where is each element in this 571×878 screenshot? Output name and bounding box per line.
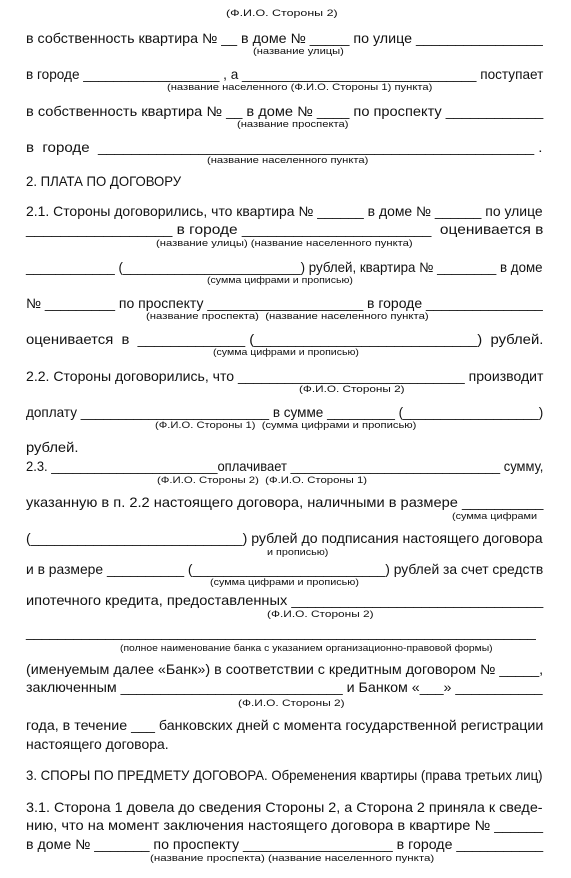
text-line: ________________________________________________________________	[26, 625, 536, 640]
caption: (Ф.И.О. Стороны 2)	[299, 384, 405, 394]
text-line: оценивается в _____________ (___________________________) рублей.	[26, 332, 544, 347]
text-line: 3.1. Сторона 1 довела до сведения Стороны 2, а Сторона 2 приняла к сведе-	[26, 800, 543, 815]
section-heading: 2. ПЛАТА ПО ДОГОВОРУ	[26, 174, 182, 189]
text-line: _________________ в городе ______________________ оценивается в	[26, 222, 544, 237]
caption: (Ф.И.О. Стороны 2) (Ф.И.О. Стороны 1)	[157, 475, 368, 485]
text-line: в собственность квартира № __ в доме № ____ по проспекту ____________	[26, 104, 544, 119]
text-line: (___________________________) рублей до подписания настоящего договора	[26, 531, 543, 546]
caption: и прописью)	[267, 547, 329, 557]
section-heading: 3. СПОРЫ ПО ПРЕДМЕТУ ДОГОВОРА. Обременения квартиры (права третьих лиц)	[26, 768, 543, 783]
caption: (название населенного (Ф.И.О. Стороны 1) пункта)	[167, 82, 433, 92]
text-line: ____________ (________________________) рублей, квартира № ________ в доме	[26, 260, 543, 275]
caption: (название улицы) (название населенного пункта)	[156, 238, 413, 248]
text-line: ипотечного кредита, предоставленных _______________________________	[26, 593, 544, 608]
caption: (полное наименование банка с указанием организационно-правовой формы)	[120, 643, 493, 653]
text-line: года, в течение ___ банковских дней с момента государственной регистрации	[26, 718, 544, 733]
text-line: и в размере __________ (_________________________) рублей за счет средств	[26, 562, 544, 577]
text-line: № _________ по проспекту ____________________ в городе _______________	[26, 296, 543, 311]
text-line: в городе ____________________________________________________ .	[26, 140, 543, 155]
text-line: в доме № _______ по проспекту ___________________ в городе ___________	[26, 837, 544, 852]
caption: (сумма цифрами и прописью)	[213, 347, 359, 357]
caption: (название проспекта)	[237, 119, 349, 129]
caption: (сумма цифрами и прописью)	[210, 577, 359, 587]
caption: (название улицы)	[253, 46, 344, 56]
text-line: указанную в п. 2.2 настоящего договора, наличными в размере __________	[26, 495, 544, 510]
caption: (название населенного пункта)	[207, 155, 369, 165]
text-line: в городе __________________ , а _______________________________ поступает	[26, 67, 544, 82]
text-line: в собственность квартира № __ в доме № _____ по улице ________________	[26, 31, 543, 46]
text-line: 2.3. _______________________оплачивает _____________________________ сумму,	[26, 459, 544, 474]
caption: (сумма цифрами	[452, 511, 538, 521]
caption: (Ф.И.О. Стороны 1) (сумма цифрами и прописью)	[155, 420, 417, 430]
text-line: рублей.	[26, 440, 79, 455]
text-line: нию, что на момент заключения настоящего договора в квартире № ______	[26, 818, 544, 833]
caption: (Ф.И.О. Стороны 2)	[226, 8, 338, 18]
caption: (Ф.И.О. Стороны 2)	[267, 609, 374, 619]
caption: (название проспекта) (название населенного пункта)	[150, 853, 435, 863]
caption: (Ф.И.О. Стороны 2)	[238, 698, 345, 708]
text-line: доплату _________________________ в сумме _________ (__________________)	[26, 405, 544, 420]
caption: (сумма цифрами и прописью)	[207, 275, 353, 285]
text-line: (именуемым далее «Банк») в соответствии с кредитным договором № _____,	[26, 662, 544, 677]
text-line: настоящего договора.	[26, 737, 169, 752]
text-line: 2.2. Стороны договорились, что _____________________________ производит	[26, 369, 544, 384]
text-line: 2.1. Стороны договорились, что квартира № ______ в доме № ______ по улице	[26, 204, 543, 219]
text-line: заключенным ____________________________ и Банком «___» ___________	[26, 680, 543, 695]
caption: (название проспекта) (название населенного пункта)	[146, 311, 429, 321]
